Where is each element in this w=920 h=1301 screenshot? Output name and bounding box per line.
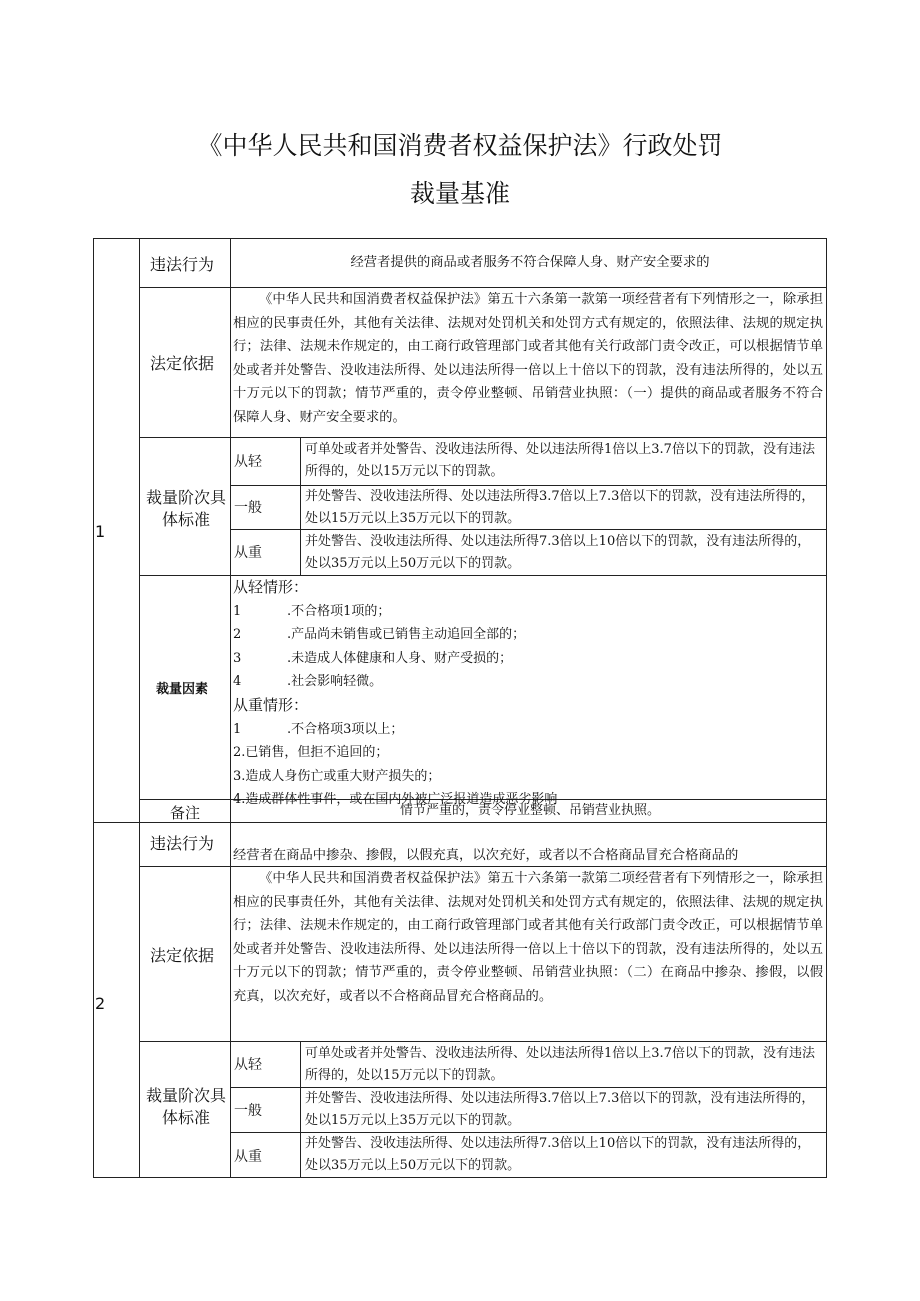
factor-item: .产品尚未销售或已销售主动追回全部的； xyxy=(287,627,526,642)
level-normal: 一般 xyxy=(234,1103,262,1119)
factor-item: 3.造成人身伤亡或重大财产损失的； xyxy=(233,769,441,784)
entry-number: 1 xyxy=(95,522,106,541)
factor-item-num: 2 xyxy=(233,627,242,642)
level-light: 从轻 xyxy=(234,1057,262,1073)
basis-text: 《中华人民共和国消费者权益保护法》第五十六条第一款第二项经营者有下列情形之一，除承担相应的民事责任外，其他有关法律、法规对处罚机关和处罚方式有规定的，依照法律、法规的规定执行；法律、法规未作规定的，由工商行政管理部门或者其他有关行政部门责令改正，可以根据情节单处或者并处警告、没收违法所得、处以违法所得一倍以上十倍以下的罚款，没有违法所得的，处以五十万元以下的罚款；情节严重的，责令停业整顿、吊销营业执照：（二）在商品中掺杂、掺假，以假充真，以次充好，或者以不合格商品冒充合格商品的。 xyxy=(233,871,823,1004)
remark-text: 情节严重的，责令停业整顿、吊销营业执照。 xyxy=(399,803,660,818)
factor-item-num: 1 xyxy=(233,722,242,737)
label-behavior: 违法行为 xyxy=(150,834,215,853)
standard-heavy-text: 并处警告、没收违法所得、处以违法所得7.3倍以上10倍以下的罚款，没有违法所得的，处以35万元以上50万元以下的罚款。 xyxy=(305,534,811,571)
factor-item-num: 4 xyxy=(233,674,242,689)
factor-item: 2.已销售，但拒不追回的； xyxy=(233,745,389,760)
behavior-text: 经营者在商品中掺杂、掺假，以假充真，以次充好，或者以不合格商品冒充合格商品的 xyxy=(233,848,739,863)
behavior-text: 经营者提供的商品或者服务不符合保障人身、财产安全要求的 xyxy=(350,255,710,270)
level-normal: 一般 xyxy=(234,500,262,516)
basis-text: 《中华人民共和国消费者权益保护法》第五十六条第一款第一项经营者有下列情形之一，除承担相应的民事责任外，其他有关法律、法规对处罚机关和处罚方式有规定的，依照法律、法规的规定执行；法律、法规未作规定的，由工商行政管理部门或者其他有关行政部门责令改正，可以根据情节单处或者并处警告、没收违法所得、处以违法所得一倍以上十倍以下的罚款，没有违法所得的，处以五十万元以下的罚款；情节严重的，责令停业整顿、吊销营业执照：（一）提供的商品或者服务不符合保障人身、财产安全要求的。 xyxy=(233,292,823,425)
factors-light-head: 从轻情形： xyxy=(233,578,309,596)
standard-light-text: 可单处或者并处警告、没收违法所得、处以违法所得1倍以上3.7倍以下的罚款，没有违法所得的，处以15万元以下的罚款。 xyxy=(305,442,815,479)
factor-item: 4.造成群体性事件，或在国内外被广泛报道造成恶劣影响 xyxy=(233,792,558,807)
factor-item: .不合格项1项的； xyxy=(287,604,391,619)
level-heavy: 从重 xyxy=(234,1149,262,1165)
document-title-line1: 《中华人民共和国消费者权益保护法》行政处罚 xyxy=(197,131,723,160)
label-standard: 裁量阶次具体标准 xyxy=(145,1086,226,1127)
standard-normal-text: 并处警告、没收违法所得、处以违法所得3.7倍以上7.3倍以下的罚款，没有违法所得的，处以15万元以上35万元以下的罚款。 xyxy=(305,489,815,526)
factor-item: .未造成人体健康和人身、财产受损的； xyxy=(287,651,513,666)
level-light: 从轻 xyxy=(234,454,262,470)
factor-item-num: 3 xyxy=(233,651,242,666)
factor-item: .社会影响轻微。 xyxy=(287,674,383,689)
document-title-line2: 裁量基准 xyxy=(409,179,510,208)
factors-block xyxy=(231,576,825,807)
level-heavy: 从重 xyxy=(234,545,262,561)
label-factors: 裁量因素 xyxy=(156,682,209,697)
label-basis: 法定依据 xyxy=(150,946,215,965)
factor-item: .不合格项3项以上； xyxy=(287,722,404,737)
factor-item-num: 1 xyxy=(233,604,242,619)
label-remark: 备注 xyxy=(170,804,201,822)
standard-heavy-text: 并处警告、没收违法所得、处以违法所得7.3倍以上10倍以下的罚款，没有违法所得的，处以35万元以上50万元以下的罚款。 xyxy=(305,1136,811,1173)
entry-number: 2 xyxy=(95,994,106,1013)
standard-normal-text: 并处警告、没收违法所得、处以违法所得3.7倍以上7.3倍以下的罚款，没有违法所得的，处以15万元以上35万元以下的罚款。 xyxy=(305,1091,815,1128)
factors-heavy-head: 从重情形： xyxy=(233,696,309,714)
label-basis: 法定依据 xyxy=(150,354,215,373)
label-behavior: 违法行为 xyxy=(150,255,215,274)
standard-light-text: 可单处或者并处警告、没收违法所得、处以违法所得1倍以上3.7倍以下的罚款，没有违法所得的，处以15万元以下的罚款。 xyxy=(305,1046,815,1083)
label-standard: 裁量阶次具体标准 xyxy=(145,488,226,529)
